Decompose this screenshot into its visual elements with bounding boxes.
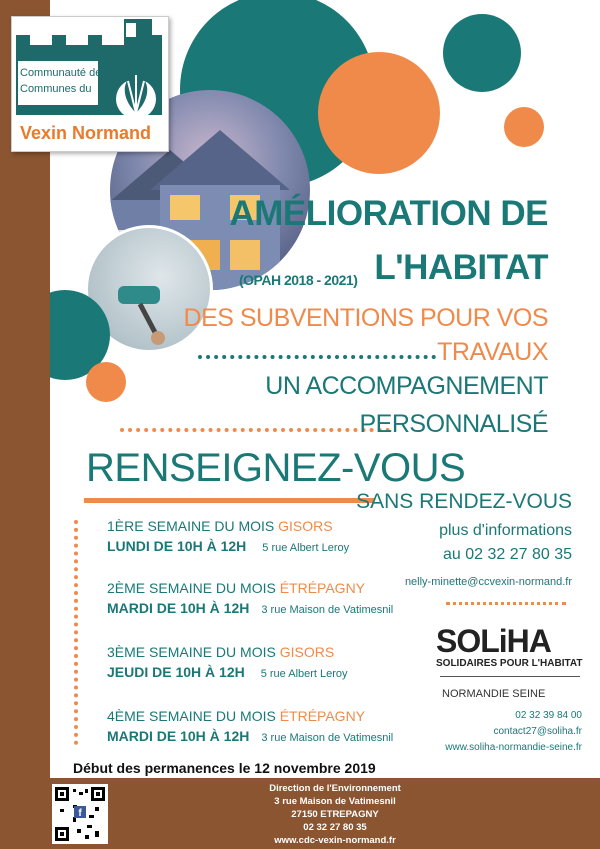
contact-phone: au 02 32 27 80 35 <box>442 546 572 563</box>
logo-brand: Vexin Normand <box>20 123 152 143</box>
schedule-item-4 <box>107 708 393 744</box>
orange-rule <box>84 498 374 503</box>
debut-permanences: Début des permanences le 12 novembre 2019 <box>73 760 376 776</box>
schedule-week: 1ÈRE SEMAINE DU MOIS <box>107 518 279 534</box>
schedule-time: MARDI DE 10H À 12H <box>107 600 250 616</box>
vexin-normand-logo <box>11 16 169 152</box>
orange-circle-tiny <box>504 107 544 147</box>
orange-circle-large <box>318 52 440 174</box>
schedule-time: MARDI DE 10H À 12H <box>107 728 250 744</box>
schedule-address: 5 rue Albert Leroy <box>262 542 350 554</box>
sans-rendez-vous: SANS RENDEZ-VOUS <box>356 490 572 513</box>
schedule-place: ÉTRÉPAGNY <box>279 580 366 596</box>
footer-department: Direction de l'Environnement <box>269 783 401 794</box>
title-line1: AMÉLIORATION DE <box>229 194 548 233</box>
dotted-line-vertical <box>74 520 78 745</box>
footer-address <box>255 782 415 847</box>
soliha-email[interactable]: contact27@soliha.fr <box>493 726 582 737</box>
soliha-logo <box>436 623 583 669</box>
subtitle-travaux: TRAVAUX <box>437 338 548 366</box>
footer <box>0 778 600 849</box>
soliha-phone: 02 32 39 84 00 <box>515 710 582 721</box>
logo-line2: Communes du <box>20 83 92 95</box>
subtitle-personnalise: PERSONNALISÉ <box>359 410 548 438</box>
soliha-logo-text: SOLiHA <box>436 623 551 659</box>
footer-website[interactable]: www.cdc-vexin-normand.fr <box>274 835 396 846</box>
footer-street: 3 rue Maison de Vatimesnil <box>274 796 396 807</box>
schedule-week: 4ÈME SEMAINE DU MOIS <box>107 708 280 724</box>
schedule-item-2 <box>107 580 393 616</box>
svg-text:f: f <box>78 808 82 819</box>
soliha-divider <box>440 676 580 677</box>
subtitle-accompagnement: UN ACCOMPAGNEMENT <box>265 372 548 400</box>
schedule-time: JEUDI DE 10H À 12H <box>107 664 245 680</box>
dotted-line-orange-2 <box>446 602 566 605</box>
logo-line1: Communauté de <box>20 67 102 79</box>
soliha-tagline: SOLIDAIRES POUR L'HABITAT <box>436 658 583 669</box>
schedule-item-1 <box>107 518 349 554</box>
qr-code[interactable] <box>52 784 108 844</box>
footer-city: 27150 ETREPAGNY <box>291 809 379 820</box>
renseignez-vous: RENSEIGNEZ-VOUS <box>86 446 466 490</box>
title-line2: L'HABITAT <box>374 248 548 287</box>
schedule-week: 3ÈME SEMAINE DU MOIS <box>107 644 280 660</box>
schedule-address: 5 rue Albert Leroy <box>260 668 348 680</box>
teal-circle-small <box>443 14 521 92</box>
schedule-week: 2ÈME SEMAINE DU MOIS <box>107 580 280 596</box>
schedule-place: ÉTRÉPAGNY <box>279 708 366 724</box>
orange-circle-left <box>86 362 126 402</box>
opah-label: (OPAH 2018 - 2021) <box>239 272 358 288</box>
contact-email[interactable]: nelly-minette@ccvexin-normand.fr <box>404 576 572 588</box>
schedule-item-3 <box>107 644 348 680</box>
soliha-website[interactable]: www.soliha-normandie-seine.fr <box>445 742 582 753</box>
subtitle-subventions: DES SUBVENTIONS POUR VOS <box>183 304 548 332</box>
schedule-place: GISORS <box>279 644 335 660</box>
dotted-line-teal-1 <box>198 355 436 359</box>
schedule-address: 3 rue Maison de Vatimesnil <box>261 604 394 616</box>
soliha-region: NORMANDIE SEINE <box>442 688 546 700</box>
dotted-line-orange-1 <box>120 428 390 432</box>
schedule-time: LUNDI DE 10H À 12H <box>107 538 247 554</box>
footer-phone: 02 32 27 80 35 <box>303 822 367 833</box>
schedule-address: 3 rue Maison de Vatimesnil <box>261 732 394 744</box>
schedule-place: GISORS <box>278 518 333 534</box>
plus-informations: plus d'informations <box>439 522 572 539</box>
